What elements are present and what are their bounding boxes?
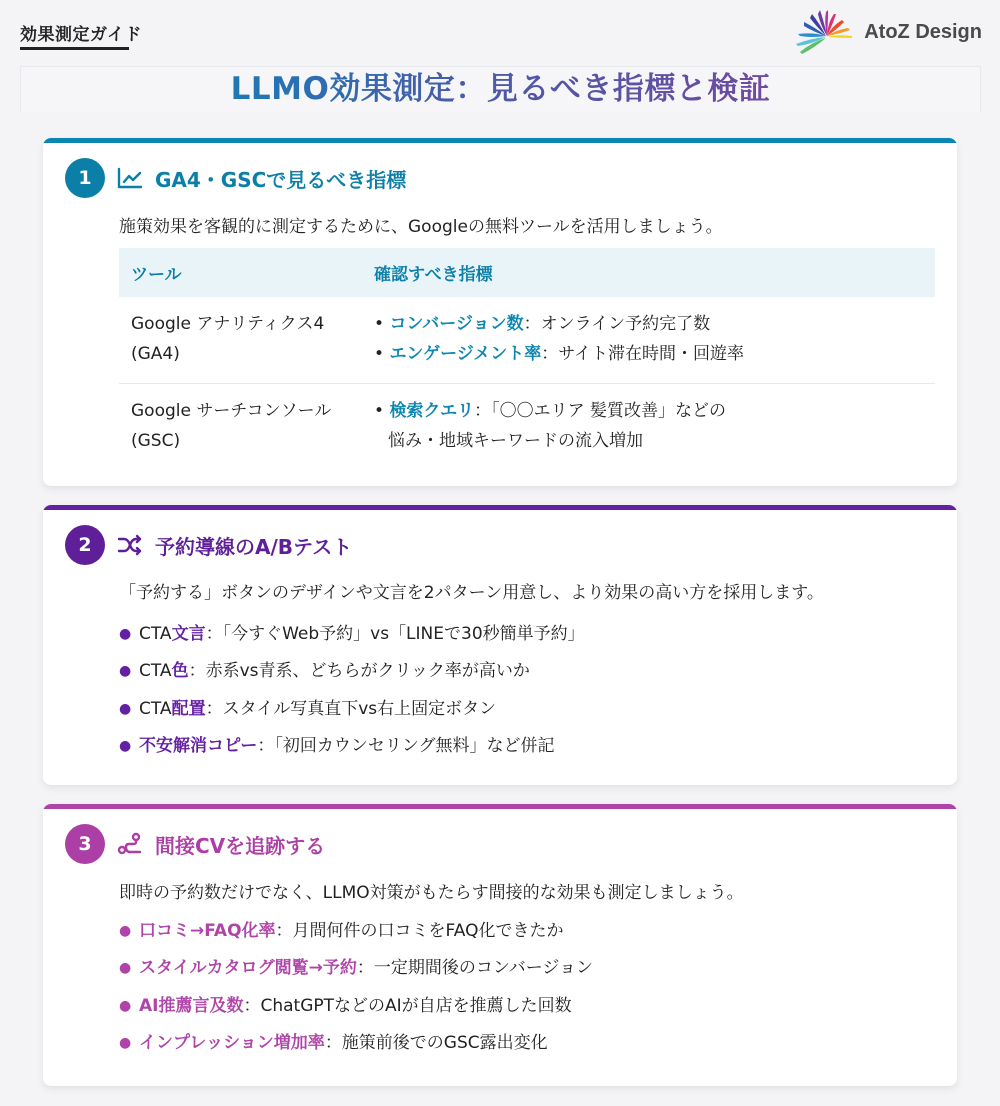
metric-item-continued: 悩み・地域キーワードの流入増加 — [388, 431, 643, 451]
section-title: 間接CVを追跡する — [155, 833, 326, 858]
section-intro: 即時の予約数だけでなく、LLMO対策がもたらす間接的な効果も測定しましょう。 — [119, 883, 744, 903]
section-card-indirect-cv — [43, 804, 957, 1086]
shuffle-icon — [117, 532, 143, 558]
section-number-badge: 2 — [65, 525, 105, 565]
section-number-badge: 1 — [65, 158, 105, 198]
list-item: ● AI推薦言及数 ：ChatGPTなどのAIが自店を推薦した回数 — [119, 995, 572, 1016]
metric-cell — [364, 297, 935, 384]
guide-label: 効果測定ガイド — [20, 25, 142, 45]
list-item: ● CTA 色 ：赤系vs青系、どちらがクリック率が高いか — [119, 661, 530, 682]
line-chart-icon — [117, 165, 143, 191]
logo — [794, 8, 982, 56]
section-accent-bar — [43, 138, 957, 143]
section-card-ab-test — [43, 505, 957, 785]
section-header — [65, 824, 325, 864]
metric-item: • 検索クエリ：「〇〇エリア 髪質改善」などの — [374, 401, 727, 421]
list-item: ● スタイルカタログ閲覧→予約 ：一定期間後のコンバージョン — [119, 958, 594, 979]
table-row — [119, 297, 935, 384]
metrics-table — [119, 248, 935, 466]
section-title: GA4・GSCで見るべき指標 — [155, 167, 407, 192]
list-item: ● CTA 文言 ：「今すぐWeb予約」vs「LINEで30秒簡単予約」 — [119, 623, 585, 644]
section-header — [65, 158, 406, 198]
section-number-badge: 3 — [65, 824, 105, 864]
column-header-tool: ツール — [119, 248, 364, 297]
guide-underline — [20, 47, 129, 50]
logo-text: AtoZ Design — [864, 20, 982, 43]
list-item: ● 口コミ→FAQ化率 ：月間何件の口コミをFAQ化できたか — [119, 920, 564, 941]
section-card-ga4-gsc — [43, 138, 957, 486]
ab-test-list — [119, 615, 585, 765]
list-item: ● インプレッション増加率 ：施策前後でのGSC露出変化 — [119, 1033, 548, 1054]
list-item: ● 不安解消コピー ：「初回カウンセリング無料」など併記 — [119, 736, 555, 757]
logo-fan-icon — [794, 8, 854, 56]
metric-cell — [364, 384, 935, 467]
section-accent-bar — [43, 804, 957, 809]
column-header-metrics: 確認すべき指標 — [364, 248, 935, 297]
tool-cell: Google サーチコンソール (GSC) — [131, 401, 332, 451]
page-title: LLMO効果測定：見るべき指標と検証 — [231, 61, 771, 117]
top-header — [0, 0, 1000, 66]
list-item: ● CTA 配置 ：スタイル写真直下vs右上固定ボタン — [119, 698, 497, 719]
section-intro: 「予約する」ボタンのデザインや文言を2パターン用意し、より効果の高い方を採用します。 — [119, 583, 824, 603]
section-header — [65, 525, 352, 565]
indirect-cv-list — [119, 912, 593, 1062]
title-box — [20, 66, 981, 112]
section-intro: 施策効果を客観的に測定するために、Googleの無料ツールを活用しましょう。 — [119, 217, 723, 237]
section-accent-bar — [43, 505, 957, 510]
metric-item: • エンゲージメント率：サイト滞在時間・回遊率 — [374, 344, 745, 364]
tool-cell: Google アナリティクス4 (GA4) — [119, 297, 364, 384]
metric-item: • コンバージョン数：オンライン予約完了数 — [374, 314, 711, 334]
table-row — [119, 384, 935, 467]
section-title: 予約導線のA/Bテスト — [155, 534, 353, 559]
route-icon — [117, 831, 143, 857]
table-header-row — [119, 248, 935, 297]
